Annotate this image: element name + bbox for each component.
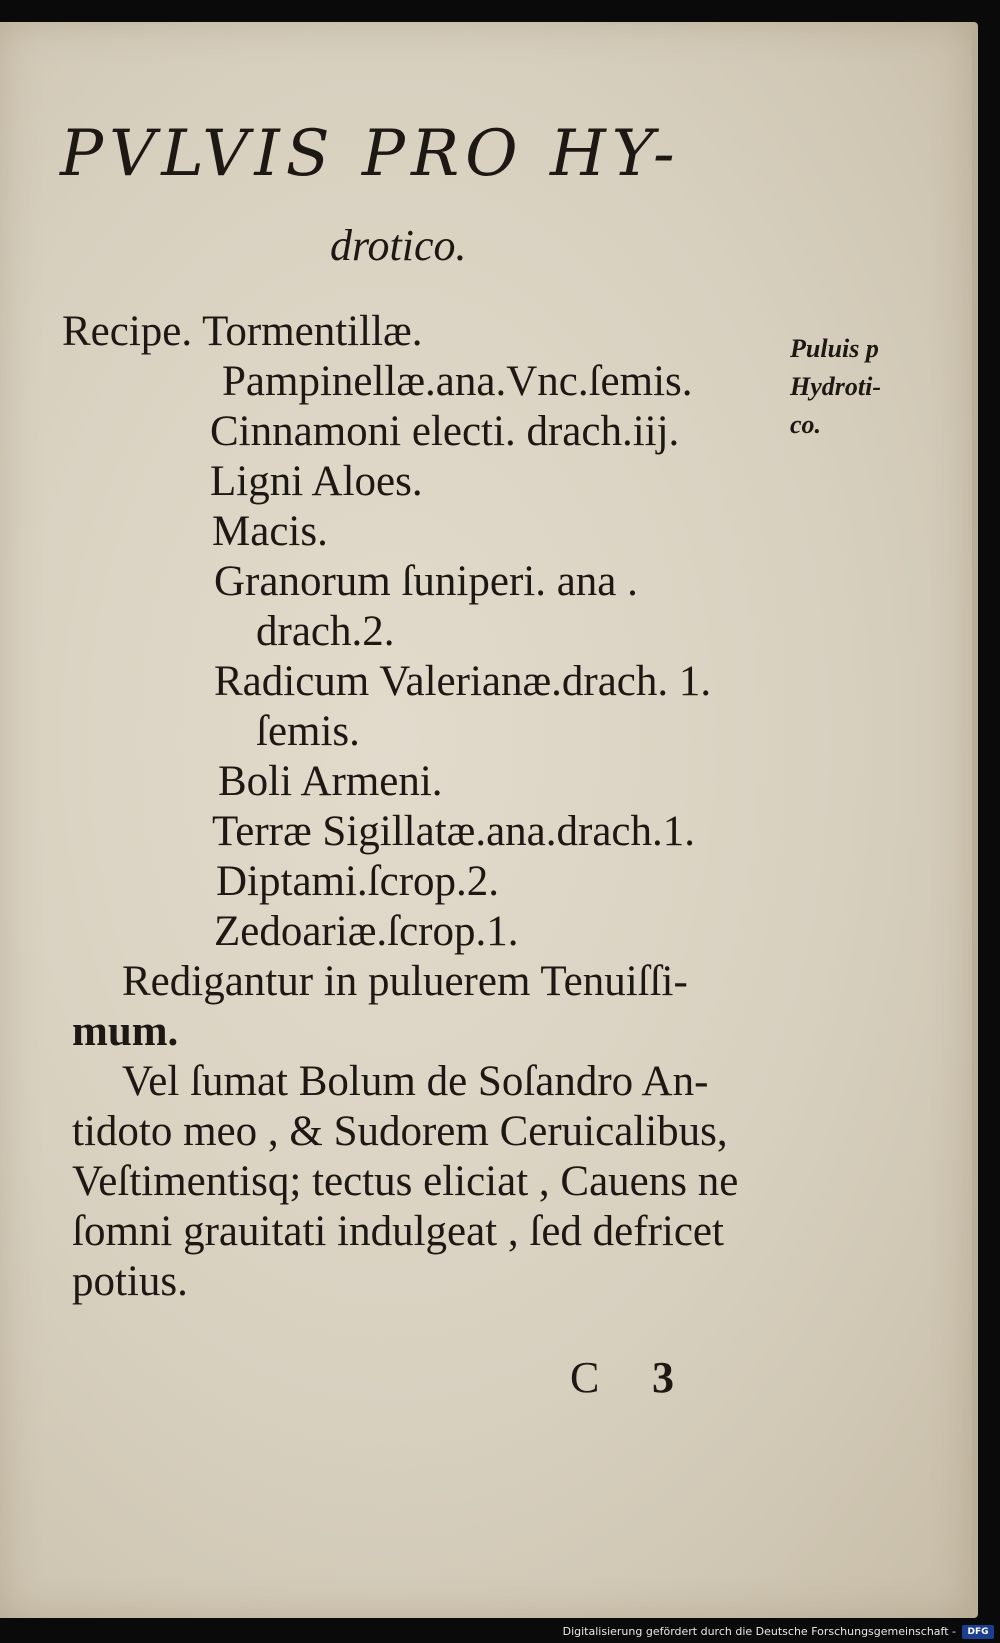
recipe-line: Diptami.ſcrop.2.	[216, 858, 500, 905]
recipe-line: Granorum ſuniperi. ana .	[214, 558, 638, 605]
body-line: Redigantur in puluerem Tenuiſſi-	[122, 958, 688, 1005]
recipe-line: drach.2.	[256, 608, 395, 655]
body-line: potius.	[72, 1258, 188, 1305]
recipe-line: Recipe. Tormentillæ.	[62, 308, 423, 355]
marginal-note-line: co.	[790, 410, 822, 439]
recipe-line: Ligni Aloes.	[210, 458, 423, 505]
signature-number: 3	[652, 1353, 674, 1402]
body-line: Veſtimentisq; tectus eliciat , Cauens ne	[72, 1158, 739, 1205]
recipe-line: Terræ Sigillatæ.ana.drach.1.	[212, 808, 695, 855]
body-line: ſomni grauitati indulgeat , ſed defricet	[72, 1208, 724, 1255]
book-page	[0, 22, 978, 1618]
body-line: Vel ſumat Bolum de Soſandro An-	[122, 1058, 709, 1105]
marginal-note-line: Hydroti-	[790, 372, 881, 401]
recipe-line: Radicum Valerianæ.drach. 1.	[214, 658, 712, 705]
dfg-logo: DFG	[962, 1625, 994, 1639]
heading-line-1: PVLVIS PRO HY-	[60, 117, 681, 191]
recipe-line: ſemis.	[256, 708, 360, 755]
funding-notice: Digitalisierung gefördert durch die Deutsche Forschungsgemeinschaft -	[562, 1625, 956, 1638]
body-line: tidoto meo , & Sudorem Ceruicalibus,	[72, 1108, 728, 1155]
heading-line-2: drotico.	[330, 221, 467, 270]
body-line: mum.	[72, 1008, 179, 1055]
digitization-footer	[0, 1618, 1000, 1643]
recipe-line: Pampinellæ.ana.Vnc.ſemis.	[222, 358, 693, 405]
recipe-line: Cinnamoni electi. drach.iij.	[210, 408, 680, 455]
recipe-line: Boli Armeni.	[218, 758, 443, 805]
recipe-line: Macis.	[212, 508, 328, 555]
signature-letter: C	[570, 1353, 600, 1402]
recipe-line: Zedoariæ.ſcrop.1.	[214, 908, 519, 955]
marginal-note	[790, 330, 930, 444]
marginal-note-line: Puluis p	[790, 334, 879, 363]
